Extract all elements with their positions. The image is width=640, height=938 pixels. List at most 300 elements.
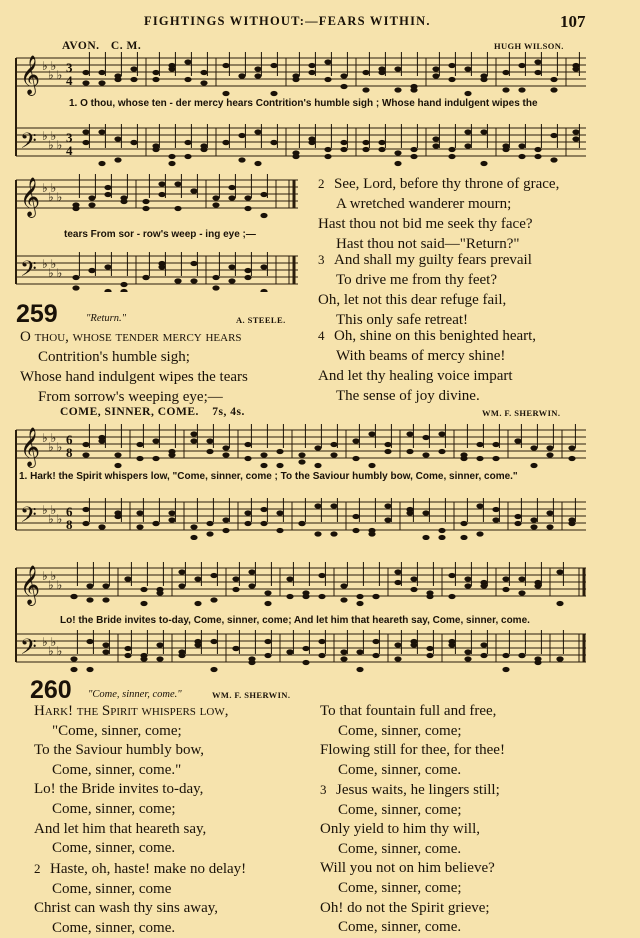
notehead <box>270 140 277 145</box>
notehead <box>222 445 229 450</box>
notehead <box>464 129 471 134</box>
notehead <box>114 157 121 162</box>
notehead <box>438 449 445 454</box>
notehead <box>168 449 175 454</box>
notehead <box>270 91 277 96</box>
stanza-line: From sorrow's weeping eye;— <box>38 389 223 405</box>
tune1-heading <box>62 40 141 52</box>
svg-text:♭ ♭: ♭ ♭ <box>42 503 57 517</box>
notehead <box>142 199 149 204</box>
notehead <box>340 147 347 152</box>
notehead <box>244 521 251 526</box>
notehead <box>384 449 391 454</box>
notehead <box>104 192 111 197</box>
notehead <box>368 431 375 436</box>
notehead <box>248 569 255 574</box>
notehead <box>394 87 401 92</box>
hymn-259-stanza-3 <box>318 250 532 330</box>
notehead <box>314 503 321 508</box>
notehead <box>518 63 525 68</box>
notehead <box>394 580 401 585</box>
hymn-259-author: A. STEELE. <box>236 315 286 325</box>
stanza-line: Lo! the Bride invites to-day, <box>34 781 204 798</box>
notehead <box>480 642 487 647</box>
notehead <box>88 268 95 273</box>
notehead <box>572 66 579 71</box>
notehead <box>438 528 445 533</box>
notehead <box>394 642 401 647</box>
notehead <box>190 431 197 436</box>
notehead <box>264 590 271 595</box>
notehead <box>158 264 165 269</box>
notehead <box>168 161 175 166</box>
notehead <box>480 129 487 134</box>
stanza-line: Hast thou not bid me seek thy face? <box>318 216 533 232</box>
notehead <box>502 70 509 75</box>
notehead <box>460 452 467 457</box>
svg-text:♭ ♭: ♭ ♭ <box>42 431 57 445</box>
svg-text:♭ ♭: ♭ ♭ <box>48 138 63 152</box>
notehead <box>330 503 337 508</box>
notehead <box>340 656 347 661</box>
notehead <box>142 206 149 211</box>
notehead <box>448 573 455 578</box>
notehead <box>314 531 321 536</box>
svg-text:♭ ♭: ♭ ♭ <box>42 569 57 583</box>
notehead <box>276 528 283 533</box>
hymn-260-stanza-2-cont <box>320 702 505 780</box>
hymn-259-stanza-2 <box>318 174 559 254</box>
notehead <box>448 77 455 82</box>
notehead <box>248 583 255 588</box>
notehead <box>534 660 541 665</box>
notehead <box>156 656 163 661</box>
stanza-line: And shall my guilty fears prevail <box>334 252 532 268</box>
notehead <box>168 154 175 159</box>
notehead <box>194 576 201 581</box>
hymn-260-title: "Come, sinner, come." <box>88 689 182 700</box>
notehead <box>136 442 143 447</box>
notehead <box>318 639 325 644</box>
notehead <box>352 528 359 533</box>
notehead <box>550 157 557 162</box>
notehead <box>476 503 483 508</box>
notehead <box>372 594 379 599</box>
svg-text:8: 8 <box>66 445 73 460</box>
notehead <box>72 285 79 290</box>
stanza-line: Oh! do not the Spirit grieve; <box>320 899 490 916</box>
notehead <box>152 77 159 82</box>
notehead <box>426 653 433 658</box>
notehead <box>158 192 165 197</box>
stanza-line: "Come, sinner, come; <box>52 722 182 739</box>
notehead <box>314 445 321 450</box>
notehead <box>394 569 401 574</box>
notehead <box>114 452 121 457</box>
notehead <box>362 87 369 92</box>
stanza-line: Will you not on him believe? <box>320 860 495 877</box>
notehead <box>200 143 207 148</box>
notehead <box>448 154 455 159</box>
notehead <box>292 154 299 159</box>
notehead <box>330 531 337 536</box>
notehead <box>244 456 251 461</box>
notehead <box>244 275 251 280</box>
stanza-line: To that fountain full and free, <box>320 703 497 719</box>
notehead <box>362 147 369 152</box>
notehead <box>82 442 89 447</box>
svg-text:♭ ♭: ♭ ♭ <box>48 644 63 658</box>
notehead <box>82 80 89 85</box>
notehead <box>410 147 417 152</box>
notehead <box>556 569 563 574</box>
notehead <box>298 452 305 457</box>
svg-text:3: 3 <box>66 60 73 75</box>
hymn-260-stanza-1 <box>34 702 228 859</box>
stanza-line: Come, sinner, come." <box>52 761 182 778</box>
notehead <box>514 521 521 526</box>
notehead <box>70 656 77 661</box>
notehead <box>438 535 445 540</box>
notehead <box>260 507 267 512</box>
stanza-number: 2 <box>34 861 41 876</box>
notehead <box>286 576 293 581</box>
notehead <box>432 136 439 141</box>
notehead <box>264 639 271 644</box>
notehead <box>228 195 235 200</box>
svg-text:4: 4 <box>66 73 73 88</box>
notehead <box>372 639 379 644</box>
notehead <box>184 140 191 145</box>
stanza-line: To drive me from thy feet? <box>336 272 497 288</box>
stanza-line: Come, sinner, come; <box>338 722 462 739</box>
svg-text:𝄢: 𝄢 <box>20 129 37 159</box>
svg-text:♭ ♭: ♭ ♭ <box>48 512 63 526</box>
notehead <box>480 583 487 588</box>
notehead <box>260 264 267 269</box>
notehead <box>352 438 359 443</box>
notehead <box>502 653 509 658</box>
notehead <box>352 514 359 519</box>
stanza-line: Come, sinner, come; <box>52 800 176 817</box>
hymn-259-stanza-1 <box>20 327 248 407</box>
notehead <box>518 590 525 595</box>
notehead <box>120 289 127 292</box>
svg-text:𝄞: 𝄞 <box>20 177 41 217</box>
tune2-name: COME, SINNER, COME. <box>60 406 199 418</box>
notehead <box>324 147 331 152</box>
notehead <box>480 161 487 166</box>
tune1-underlay-2: tears From sor - row's weep - ing eye ;— <box>64 229 256 240</box>
notehead <box>86 639 93 644</box>
notehead <box>260 521 267 526</box>
notehead <box>124 653 131 658</box>
notehead <box>206 438 213 443</box>
notehead <box>86 583 93 588</box>
notehead <box>184 59 191 64</box>
svg-text:3: 3 <box>66 130 73 145</box>
stanza-number: 4 <box>318 328 325 343</box>
notehead <box>98 161 105 166</box>
notehead <box>114 514 121 519</box>
notehead <box>308 70 315 75</box>
notehead <box>206 521 213 526</box>
notehead <box>476 531 483 536</box>
notehead <box>394 150 401 155</box>
notehead <box>534 583 541 588</box>
stanza-line: Come, sinner, come; <box>338 879 462 896</box>
stanza-number: 3 <box>318 252 325 267</box>
notehead <box>254 129 261 134</box>
svg-text:𝄢: 𝄢 <box>20 257 37 287</box>
notehead <box>136 510 143 515</box>
hymn-260-number: 260 <box>30 676 72 704</box>
notehead <box>114 463 121 468</box>
notehead <box>324 59 331 64</box>
notehead <box>530 517 537 522</box>
notehead <box>168 517 175 522</box>
notehead <box>86 597 93 602</box>
notehead <box>238 133 245 138</box>
notehead <box>406 510 413 515</box>
notehead <box>210 639 217 644</box>
notehead <box>406 449 413 454</box>
notehead <box>502 576 509 581</box>
notehead <box>460 521 467 526</box>
notehead <box>120 199 127 204</box>
tune2-heading <box>60 406 245 418</box>
stanza-line: Come, sinner, come. <box>52 840 176 857</box>
notehead <box>130 66 137 71</box>
svg-text:♭ ♭: ♭ ♭ <box>48 190 63 204</box>
notehead <box>324 154 331 159</box>
notehead <box>238 73 245 78</box>
notehead <box>232 587 239 592</box>
notehead <box>152 70 159 75</box>
stanza-line: With beams of mercy shine! <box>336 348 506 364</box>
notehead <box>212 202 219 207</box>
notehead <box>476 442 483 447</box>
notehead <box>264 653 271 658</box>
svg-text:𝄢: 𝄢 <box>20 635 37 665</box>
notehead <box>210 597 217 602</box>
tune2-underlay-2: Lo! the Bride invites to-day, Come, sinner, come; And let him that heareth say, Come, sinner, come. <box>60 615 530 626</box>
hymn-259-stanza-4 <box>318 326 536 406</box>
notehead <box>102 583 109 588</box>
svg-text:𝄞: 𝄞 <box>20 565 41 605</box>
notehead <box>136 524 143 529</box>
tune1-meter: C. M. <box>110 40 142 52</box>
notehead <box>276 510 283 515</box>
notehead <box>318 594 325 599</box>
stanza-line: Hast thou not said—"Return?" <box>336 236 520 252</box>
stanza-line: Jesus waits, he lingers still; <box>336 782 500 798</box>
notehead <box>410 587 417 592</box>
notehead <box>460 535 467 540</box>
svg-text:♭ ♭: ♭ ♭ <box>42 257 57 271</box>
notehead <box>104 185 111 190</box>
stanza-line: Oh, shine on this benighted heart, <box>334 328 537 344</box>
notehead <box>426 646 433 651</box>
tune1-underlay-1: 1. O thou, whose ten - der mercy hears Contrition's humble sigh ; Whose hand indulgent wipes the <box>69 98 538 109</box>
notehead <box>464 583 471 588</box>
notehead <box>546 452 553 457</box>
svg-text:♭ ♭: ♭ ♭ <box>42 635 57 649</box>
notehead <box>480 77 487 82</box>
svg-text:𝄢: 𝄢 <box>20 503 37 533</box>
notehead <box>88 202 95 207</box>
notehead <box>302 660 309 665</box>
notehead <box>502 587 509 592</box>
notehead <box>86 667 93 672</box>
notehead <box>102 649 109 654</box>
svg-text:♭ ♭: ♭ ♭ <box>48 266 63 280</box>
notehead <box>244 442 251 447</box>
stanza-line: Hark! the Spirit whispers low, <box>34 703 229 719</box>
notehead <box>152 438 159 443</box>
notehead <box>244 268 251 273</box>
hymn-259-number: 259 <box>16 300 58 328</box>
notehead <box>82 140 89 145</box>
notehead <box>98 129 105 134</box>
notehead <box>448 594 455 599</box>
notehead <box>534 154 541 159</box>
notehead <box>394 66 401 71</box>
svg-text:♭ ♭: ♭ ♭ <box>42 181 57 195</box>
tune2-composer: WM. F. SHERWIN. <box>482 408 561 418</box>
notehead <box>152 456 159 461</box>
notehead <box>174 278 181 283</box>
notehead <box>464 91 471 96</box>
tune2-underlay-1: 1. Hark! the Spirit whispers low, "Come, sinner, come ; To the Saviour humbly bow, Come, sinner, come." <box>19 471 518 482</box>
stanza-line: Only yield to him thy will, <box>320 821 480 838</box>
notehead <box>194 642 201 647</box>
notehead <box>422 435 429 440</box>
notehead <box>518 143 525 148</box>
notehead <box>368 463 375 468</box>
notehead <box>190 261 197 266</box>
stanza-line: Come, sinner, come. <box>52 919 176 936</box>
svg-text:♭ ♭: ♭ ♭ <box>48 440 63 454</box>
notehead <box>70 594 77 599</box>
notehead <box>302 646 309 651</box>
notehead <box>292 77 299 82</box>
notehead <box>476 456 483 461</box>
notehead <box>422 510 429 515</box>
notehead <box>124 576 131 581</box>
tune2-system2-score <box>14 552 588 676</box>
notehead <box>178 649 185 654</box>
notehead <box>464 66 471 71</box>
notehead <box>82 129 89 134</box>
notehead <box>184 154 191 159</box>
notehead <box>514 514 521 519</box>
notehead <box>156 642 163 647</box>
notehead <box>568 456 575 461</box>
notehead <box>422 535 429 540</box>
notehead <box>178 583 185 588</box>
notehead <box>330 442 337 447</box>
notehead <box>302 594 309 599</box>
notehead <box>140 587 147 592</box>
notehead <box>190 524 197 529</box>
notehead <box>114 136 121 141</box>
svg-text:♭ ♭: ♭ ♭ <box>42 59 57 73</box>
notehead <box>98 80 105 85</box>
notehead <box>492 507 499 512</box>
notehead <box>130 77 137 82</box>
notehead <box>130 140 137 145</box>
stanza-line: A wretched wanderer mourn; <box>336 196 512 212</box>
notehead <box>340 84 347 89</box>
notehead <box>410 576 417 581</box>
notehead <box>260 213 267 218</box>
notehead <box>222 528 229 533</box>
notehead <box>550 87 557 92</box>
notehead <box>270 63 277 68</box>
stanza-line: This only safe retreat! <box>336 312 469 328</box>
notehead <box>178 569 185 574</box>
stanza-line: Come, sinner, come. <box>338 840 462 857</box>
notehead <box>384 442 391 447</box>
notehead <box>356 667 363 672</box>
notehead <box>464 576 471 581</box>
notehead <box>340 597 347 602</box>
stanza-line: Come, sinner, come. <box>338 919 462 936</box>
notehead <box>102 642 109 647</box>
notehead <box>556 601 563 606</box>
notehead <box>82 452 89 457</box>
notehead <box>464 143 471 148</box>
svg-text:𝄞: 𝄞 <box>20 55 41 95</box>
notehead <box>190 535 197 540</box>
stanza-line: Come, sinner, come <box>52 880 172 897</box>
notehead <box>426 594 433 599</box>
notehead <box>362 140 369 145</box>
notehead <box>114 77 121 82</box>
notehead <box>248 660 255 665</box>
notehead <box>222 517 229 522</box>
notehead <box>324 77 331 82</box>
notehead <box>174 206 181 211</box>
stanza-number: 2 <box>318 176 325 191</box>
notehead <box>492 442 499 447</box>
notehead <box>70 667 77 672</box>
notehead <box>530 524 537 529</box>
notehead <box>464 649 471 654</box>
notehead <box>140 601 147 606</box>
notehead <box>200 70 207 75</box>
notehead <box>546 445 553 450</box>
notehead <box>394 161 401 166</box>
notehead <box>184 77 191 82</box>
hymn-259-title: "Return." <box>86 313 127 324</box>
notehead <box>228 264 235 269</box>
notehead <box>104 264 111 269</box>
notehead <box>432 66 439 71</box>
stanza-line: Come, sinner, come; <box>338 801 462 818</box>
notehead <box>394 656 401 661</box>
stanza-line: Whose hand indulgent wipes the tears <box>20 369 248 385</box>
svg-text:4: 4 <box>66 143 73 158</box>
notehead <box>410 642 417 647</box>
notehead <box>222 63 229 68</box>
notehead <box>124 646 131 651</box>
notehead <box>340 73 347 78</box>
stanza-line: Flowing still for thee, for thee! <box>320 742 505 759</box>
notehead <box>384 517 391 522</box>
notehead <box>98 438 105 443</box>
